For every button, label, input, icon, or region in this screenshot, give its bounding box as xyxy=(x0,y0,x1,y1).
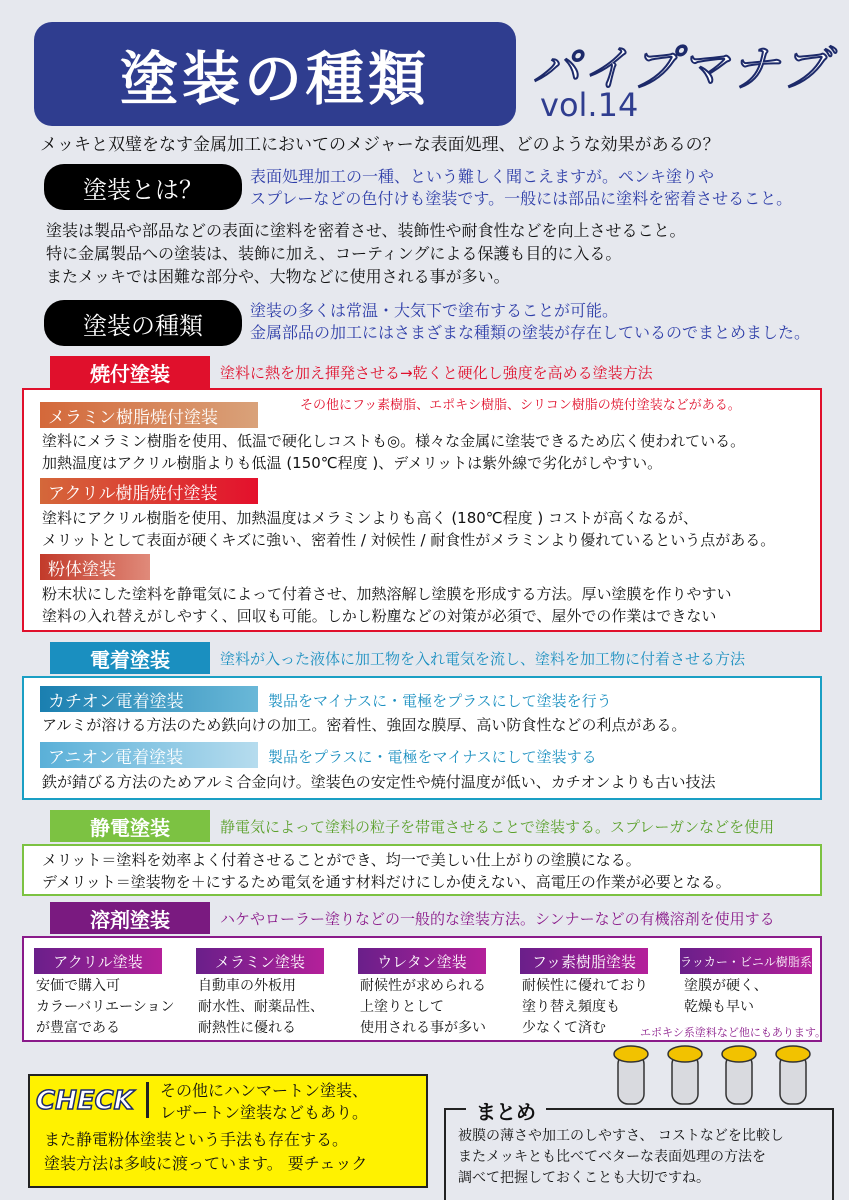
denchaku-desc: 塗料が入った液体に加工物を入れ電気を流し、塗料を加工物に付着させる方法 xyxy=(220,650,746,668)
text-line: 塗料にメラミン樹脂を使用、低温で硬化しコストも◎。様々な金属に塗装できるため広く使われている。 xyxy=(42,432,746,450)
text-line: カラーバリエーション xyxy=(36,999,175,1015)
what-blue xyxy=(250,166,792,210)
text-line: 塗装方法は多岐に渡っています。 要チェック xyxy=(44,1154,368,1173)
what-body-line: 塗装は製品や部品などの表面に塗料を密着させ、装飾性や耐食性などを向上させること。 xyxy=(46,221,686,240)
text-line: 塗料にアクリル樹脂を使用、加熱温度はメラミンよりも高く (180℃程度 ) コストが高くなるが、 xyxy=(42,509,699,527)
kinds-pill: 塗装の種類 xyxy=(44,300,242,346)
yozai-desc: ハケやローラー塗りなどの一般的な塗装方法。シンナーなどの有機溶剤を使用する xyxy=(220,910,775,928)
cation-text: アルミが溶ける方法のため鉄向けの加工。密着性、強固な膜厚、高い防食性などの利点がある。 xyxy=(42,716,687,734)
anion-label: アニオン電着塗装 xyxy=(40,742,258,768)
text-line: メリットとして表面が硬くキズに強い、密着性 / 対候性 / 耐食性がメラミンより優れているという点がある。 xyxy=(42,531,776,549)
acrylic-bake-label: アクリル樹脂焼付塗装 xyxy=(40,478,258,504)
powder-label: 粉体塗装 xyxy=(40,554,150,580)
brand-logo: パイプマナブ xyxy=(532,41,831,97)
col-acrylic-label: アクリル塗装 xyxy=(34,948,162,974)
text-line: 少なくて済む xyxy=(522,1020,606,1036)
seiden-heading: 静電塗装 xyxy=(50,810,210,842)
text-line: が豊富である xyxy=(36,1020,120,1036)
lead-text: メッキと双璧をなす金属加工においてのメジャーな表面処理、どのような効果があるの？ xyxy=(40,135,720,155)
text-line: またメッキとも比べてベターな表面処理の方法を xyxy=(458,1149,766,1165)
text-line: 塗料の入れ替えがしやすく、回収も可能。しかし粉塵などの対策が必須で、屋外での作業はできない xyxy=(42,607,717,625)
kinds-blue-line: 金属部品の加工にはさまざまな種類の塗装が存在しているのでまとめました。 xyxy=(250,323,811,342)
text-line: 乾燥も早い xyxy=(684,999,754,1015)
text-line: 耐水性、耐薬品性、 xyxy=(198,999,324,1015)
text-line: 調べて把握しておくことも大切ですね。 xyxy=(458,1170,710,1186)
text-line: レザートン塗装などもあり。 xyxy=(160,1103,369,1122)
yakitsuke-note: その他にフッ素樹脂、エポキシ樹脂、シリコン樹脂の焼付塗装などがある。 xyxy=(300,398,741,413)
col-melamine-label: メラミン塗装 xyxy=(196,948,324,974)
text-line: 耐候性に優れており xyxy=(522,978,648,994)
check-divider xyxy=(146,1082,149,1118)
what-body-line: 特に金属製品への塗装は、装飾に加え、コーティングによる保護も目的に入る。 xyxy=(46,244,622,263)
kinds-blue xyxy=(250,300,810,344)
col-lacquer-text xyxy=(684,976,768,1018)
col-fluoro-text xyxy=(522,976,648,1039)
volume-label: vol.14 xyxy=(540,86,639,124)
check-badge: CHECK xyxy=(36,1086,134,1116)
anion-text: 鉄が錆びる方法のためアルミ合金向け。塗装色の安定性や焼付温度が低い、カチオンよりも古い技法 xyxy=(42,773,716,791)
seiden-text xyxy=(42,849,731,893)
kinds-blue-line: 塗装の多くは常温・大気下で塗布することが可能。 xyxy=(250,301,619,320)
powder-text xyxy=(42,583,732,627)
text-line: また静電粉体塗装という手法も存在する。 xyxy=(44,1130,349,1149)
text-line: 耐熱性に優れる xyxy=(198,1020,296,1036)
text-line: 上塗りとして xyxy=(360,999,444,1015)
text-line: 塗り替え頻度も xyxy=(522,999,620,1015)
col-urethane-text xyxy=(360,976,486,1039)
check-lines-top xyxy=(160,1080,368,1124)
text-line: 被膜の薄さや加工のしやすさ、 コストなどを比較し xyxy=(458,1128,784,1144)
text-line: メリット＝塗料を効率よく付着させることができ、均一で美しい仕上がりの塗膜になる。 xyxy=(42,851,641,869)
what-blue-line: 表面処理加工の一種、という難しく聞こえますが。ペンキ塗りや xyxy=(250,167,715,186)
yakitsuke-heading: 焼付塗装 xyxy=(50,356,210,388)
seiden-desc: 静電気によって塗料の粒子を帯電させることで塗装する。スプレーガンなどを使用 xyxy=(220,818,775,836)
text-line: 粉末状にした塗料を静電気によって付着させ、加熱溶解し塗膜を形成する方法。厚い塗膜を作りやすい xyxy=(42,585,732,603)
summary-text xyxy=(458,1126,784,1189)
col-fluoro-label: フッ素樹脂塗装 xyxy=(520,948,648,974)
mascot-illustration xyxy=(600,1044,820,1106)
col-melamine-text xyxy=(198,976,324,1039)
col-lacquer-label: ラッカー・ビニル樹脂系 xyxy=(680,948,812,974)
denchaku-heading: 電着塗装 xyxy=(50,642,210,674)
what-blue-line: スプレーなどの色付けも塗装です。一般には部品に塗料を密着させること。 xyxy=(250,189,793,208)
text-line: デメリット＝塗装物を＋にするため電気を通す材料だけにしか使えない、高電圧の作業が必要となる。 xyxy=(42,873,731,891)
what-body-line: またメッキでは困難な部分や、大物などに使用される事が多い。 xyxy=(46,267,510,286)
text-line: 耐候性が求められる xyxy=(360,978,486,994)
yozai-note: エポキシ系塗料など他にもあります。 xyxy=(640,1026,827,1039)
yozai-heading: 溶剤塗装 xyxy=(50,902,210,934)
text-line: 塗膜が硬く、 xyxy=(684,978,768,994)
text-line: 使用される事が多い xyxy=(360,1020,486,1036)
melamine-bake-text xyxy=(42,430,745,474)
cation-label: カチオン電着塗装 xyxy=(40,686,258,712)
anion-sub: 製品をプラスに・電極をマイナスにして塗装する xyxy=(268,748,597,766)
melamine-bake-label: メラミン樹脂焼付塗装 xyxy=(40,402,258,428)
what-pill: 塗装とは？ xyxy=(44,164,242,210)
text-line: その他にハンマートン塗装、 xyxy=(160,1081,369,1100)
page-title: 塗装の種類 xyxy=(119,45,430,113)
col-acrylic-text xyxy=(36,976,174,1039)
check-lines-bottom xyxy=(44,1128,367,1176)
text-line: 加熱温度はアクリル樹脂よりも低温 (150℃程度 )、デメリットは紫外線で劣化がしやすい。 xyxy=(42,454,663,472)
yakitsuke-desc: 塗料に熱を加え揮発させる→乾くと硬化し強度を高める塗装方法 xyxy=(220,364,653,382)
text-line: 自動車の外板用 xyxy=(198,978,296,994)
col-urethane-label: ウレタン塗装 xyxy=(358,948,486,974)
acrylic-bake-text xyxy=(42,507,775,551)
what-body xyxy=(46,219,686,288)
text-line: 安価で購入可 xyxy=(36,978,120,994)
cation-sub: 製品をマイナスに・電極をプラスにして塗装を行う xyxy=(268,692,612,710)
summary-title: まとめ xyxy=(466,1096,546,1125)
